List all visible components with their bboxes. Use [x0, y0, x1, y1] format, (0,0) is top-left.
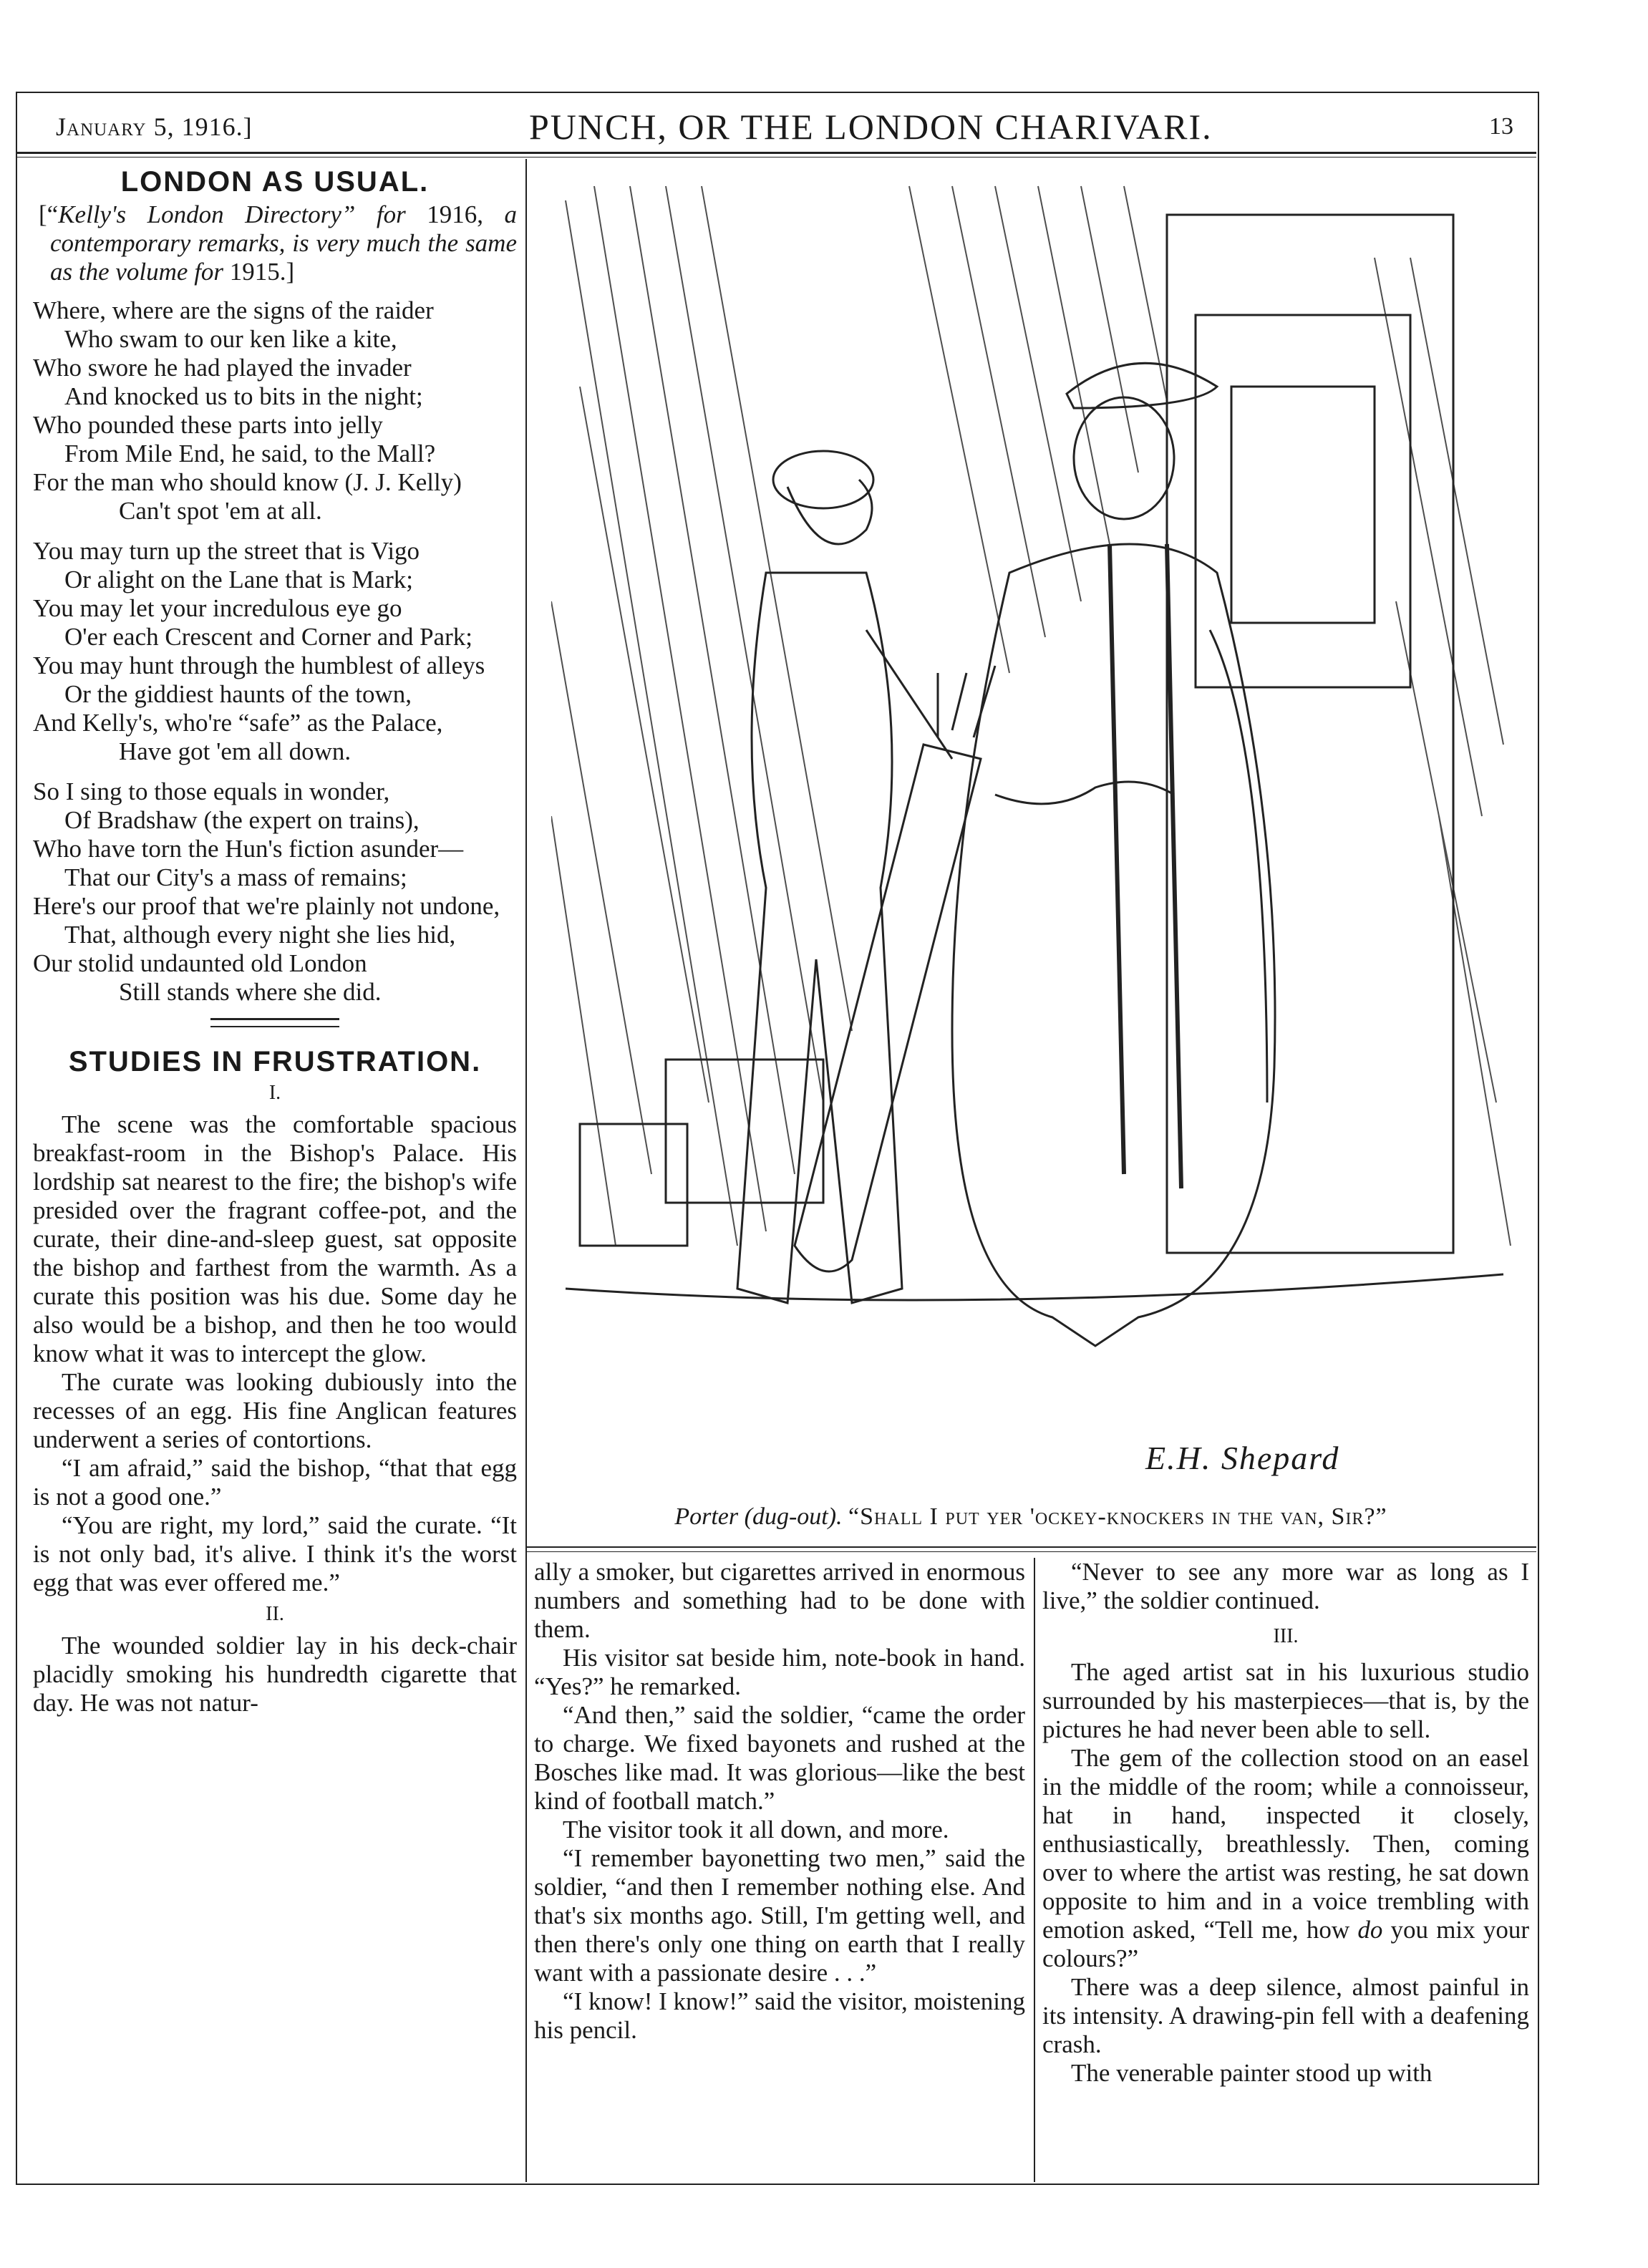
paragraph: “Never to see any more war as long as I live,” the soldier continued.	[1042, 1558, 1529, 1614]
part-numeral-1: I.	[268, 1082, 281, 1104]
column-rule-right	[1034, 1558, 1035, 2182]
paragraph: The venerable painter stood up with	[1071, 2059, 1433, 2087]
poem-line: And Kelly's, who're “safe” as the Palace,	[33, 709, 443, 737]
artist-signature: E.H. Shepard	[1145, 1440, 1340, 1476]
paragraph: “I know! I know!” said the visitor, moistening his pencil.	[534, 1987, 1025, 2044]
poem-stanza	[33, 777, 517, 1007]
poem-line: So I sing to those equals in wonder,	[33, 777, 390, 805]
paragraph: The visitor took it all down, and more.	[563, 1816, 949, 1843]
poem-line: O'er each Crescent and Corner and Park;	[64, 623, 472, 651]
middle-column	[534, 1558, 1025, 2045]
poem-line: You may let your incredulous eye go	[33, 594, 402, 622]
paragraph: “I am afraid,” said the bishop, “that that egg is not a good one.”	[33, 1454, 517, 1511]
paragraph: The curate was looking dubiously into the recesses of an egg. His fine Anglican features underwent a series of contortions.	[33, 1368, 517, 1453]
poem-stanza	[33, 296, 517, 525]
caption-speaker: Porter (dug-out).	[674, 1503, 843, 1530]
part-numeral-3: III.	[1273, 1625, 1299, 1647]
poem-line: Can't spot 'em at all.	[119, 497, 322, 525]
poem-line: From Mile End, he said, to the Mall?	[64, 440, 436, 467]
poem-line: Our stolid undaunted old London	[33, 949, 367, 977]
column-rule-left	[525, 159, 527, 2182]
issue-date: January 5, 1916.]	[56, 112, 253, 141]
gentleman-figure	[952, 363, 1275, 1346]
poem-line: Or the giddiest haunts of the town,	[64, 680, 412, 708]
cartoon-illustration	[551, 172, 1518, 1482]
poem-line: Who swam to our ken like a kite,	[64, 325, 397, 353]
door-window	[1196, 315, 1410, 687]
paragraph: “You are right, my lord,” said the curate. “It is not only bad, it's alive. I think it's the worst egg that was ever offered me.”	[33, 1511, 517, 1596]
section-divider	[210, 1018, 339, 1027]
poem-line: That our City's a mass of remains;	[64, 863, 407, 891]
poem-line: And knocked us to bits in the night;	[64, 382, 423, 410]
running-header	[16, 100, 1536, 153]
poem-line: Of Bradshaw (the expert on trains),	[64, 806, 420, 834]
caption-rule	[527, 1546, 1536, 1552]
page-number: 13	[1488, 113, 1513, 140]
poem-line: Or alight on the Lane that is Mark;	[64, 566, 413, 593]
paragraph: “And then,” said the soldier, “came the order to charge. We fixed bayonets and rushed at the Bosches like mad. It was glorious—like the best kind of football match.”	[534, 1701, 1025, 1815]
poem-line: You may turn up the street that is Vigo	[33, 537, 420, 565]
ground-line	[566, 1274, 1503, 1300]
luggage-case	[580, 1124, 687, 1246]
golf-bag	[795, 666, 995, 1271]
poem-line: You may hunt through the humblest of alleys	[33, 651, 485, 679]
caption-quote: “Shall I put yer 'ockey-knockers in the van, Sir?”	[848, 1503, 1387, 1530]
paragraph: “I remember bayonetting two men,” said the soldier, “and then I remember nothing else. And that's six months ago. Still, I'm getting well, and then there's only one thing on earth that I really want with a passionate desire . . .”	[534, 1844, 1025, 1987]
header-rule	[16, 152, 1536, 158]
poem-line: Still stands where she did.	[119, 978, 382, 1006]
paragraph: The wounded soldier lay in his deck-chair placidly smoking his hundredth cigarette that day. He was not natur-	[33, 1632, 517, 1717]
background-hatching	[551, 186, 1511, 1246]
right-column	[1042, 1558, 1529, 2088]
poem-line: Who swore he had played the invader	[33, 354, 412, 382]
poem-line: That, although every night she lies hid,	[64, 921, 456, 949]
porter-figure	[737, 451, 952, 1303]
poem-line: Here's our proof that we're plainly not undone,	[33, 892, 500, 920]
paragraph: The aged artist sat in his luxurious studio surrounded by his masterpieces—that is, by the pictures he had never been able to sell.	[1042, 1658, 1529, 1743]
part-numeral-2: II.	[266, 1603, 284, 1625]
poem-line: Who pounded these parts into jelly	[33, 411, 383, 439]
left-column	[33, 168, 517, 1717]
paragraph: The scene was the comfortable spacious breakfast-room in the Bishop's Palace. His lordship sat nearest to the fire; the bishop's wife presided over the fragrant coffee-pot, and the curate, their dine-and-sleep guest, sat opposite the bishop and farthest from the warmth. As a curate this position was his due. Some day he also would be a bishop, and then he too would know what it was to intercept the glow.	[33, 1110, 517, 1367]
poem-title: LONDON AS USUAL.	[120, 166, 430, 198]
poem-stanza	[33, 537, 517, 766]
poem-line: Who have torn the Hun's fiction asunder—	[33, 835, 464, 863]
paragraph: ally a smoker, but cigarettes arrived in enormous numbers and something had to be done with them.	[534, 1558, 1025, 1643]
paragraph: His visitor sat beside him, note-book in hand. “Yes?” he remarked.	[534, 1644, 1025, 1700]
story-title: STUDIES IN FRUSTRATION.	[68, 1046, 482, 1077]
poem-epigraph: [“Kelly's London Directory” for 1916, a contemporary remarks, is very much the same as the volume for 1915.]	[39, 200, 518, 286]
poem-line: For the man who should know (J. J. Kelly)	[33, 468, 462, 496]
paragraph: There was a deep silence, almost painful in its intensity. A drawing-pin fell with a deafening crash.	[1042, 1973, 1529, 2058]
masthead-title: PUNCH, OR THE LONDON CHARIVARI.	[528, 107, 1213, 147]
paragraph: The gem of the collection stood on an easel in the middle of the room; while a connoisseur, hat in hand, inspected it closely, enthusiastically, breathlessly. Then, coming over to where the artist was resting, he sat down opposite to him and in a voice trembling with emotion asked, “Tell me, how do you mix your colours?”	[1042, 1744, 1529, 1972]
cartoon-caption	[544, 1503, 1518, 1531]
poem-body	[33, 296, 517, 1007]
poem-line: Where, where are the signs of the raider	[33, 296, 434, 324]
poem-line: Have got 'em all down.	[119, 737, 352, 765]
